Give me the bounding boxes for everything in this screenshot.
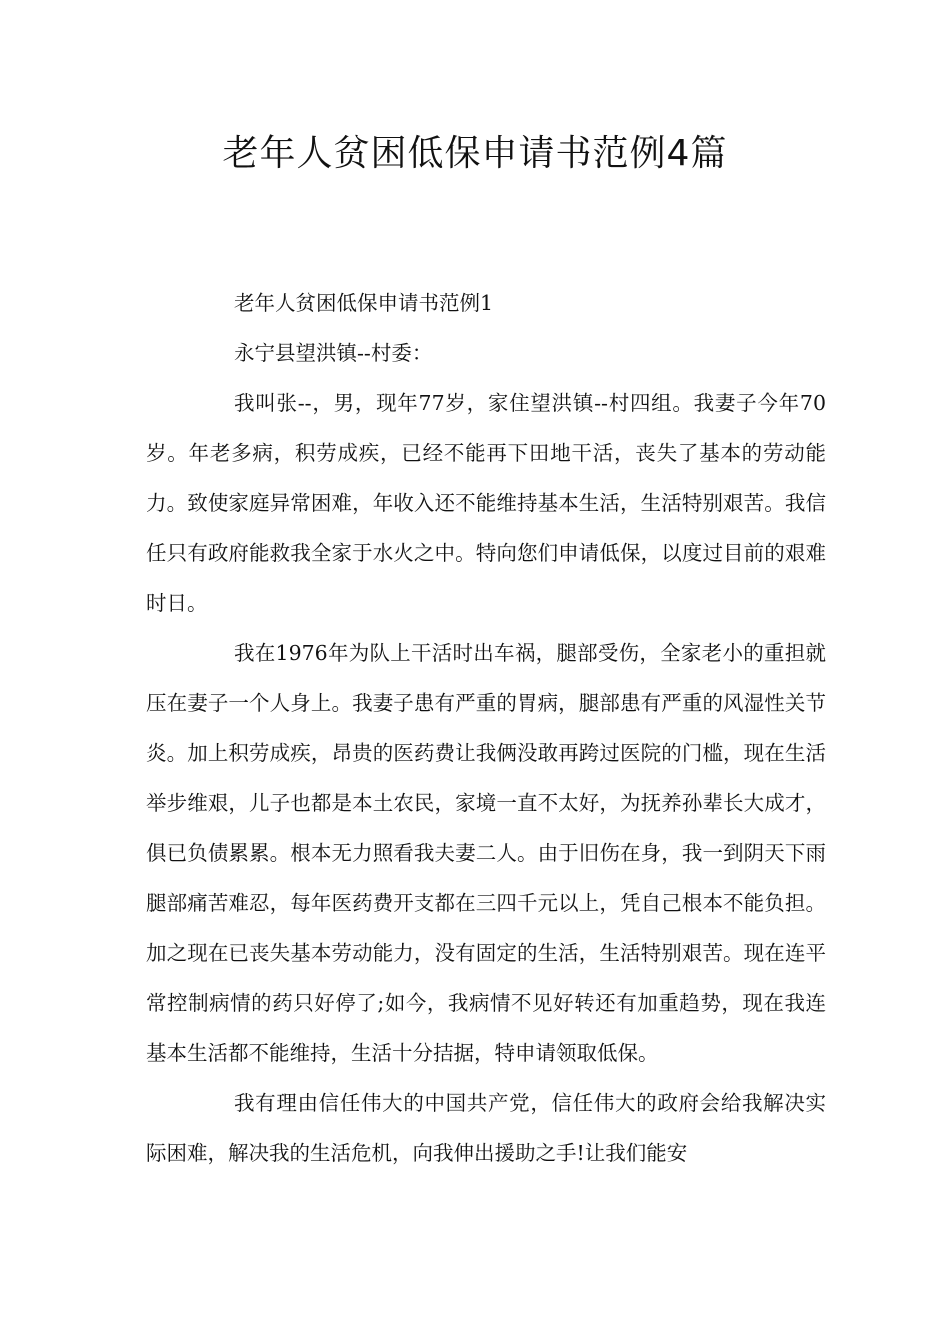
section-heading: 老年人贫困低保申请书范例1 (234, 291, 494, 315)
body-paragraph: 我在1976年为队上干活时出车祸，腿部受伤，全家老小的重担就压在妻子一个人身上。我妻子患有严重的胃病，腿部患有严重的风湿性关节炎。加上积劳成疾，昂贵的医药费让我俩没敢再跨过医院的门槛，现在生活举步维艰，儿子也都是本土农民，家境一直不太好，为抚养孙辈长大成才，俱已负债累累。根本无力照看我夫妻二人。由于旧伤在身，我一到阴天下雨腿部痛苦难忍，每年医药费开支都在三四千元以上，凭自己根本不能负担。加之现在已丧失基本劳动能力，没有固定的生活，生活特别艰苦。现在连平常控制病情的药只好停了;如今，我病情不见好转还有加重趋势，现在我连基本生活都不能维持，生活十分拮据，特申请领取低保。 (146, 641, 826, 1065)
salutation: 永宁县望洪镇--村委： (234, 341, 433, 365)
body-paragraph: 我有理由信任伟大的中国共产党，信任伟大的政府会给我解决实际困难，解决我的生活危机，向我伸出援助之手!让我们能安 (146, 1091, 826, 1165)
document-title: 老年人贫困低保申请书范例4篇 (222, 133, 728, 174)
document-body (146, 278, 826, 1178)
body-paragraph: 我叫张--，男，现年77岁，家住望洪镇--村四组。我妻子今年70岁。年老多病，积劳成疾，已经不能再下田地干活，丧失了基本的劳动能力。致使家庭异常困难，年收入还不能维持基本生活，生活特别艰苦。我信任只有政府能救我全家于水火之中。特向您们申请低保，以度过目前的艰难时日。 (146, 391, 826, 615)
